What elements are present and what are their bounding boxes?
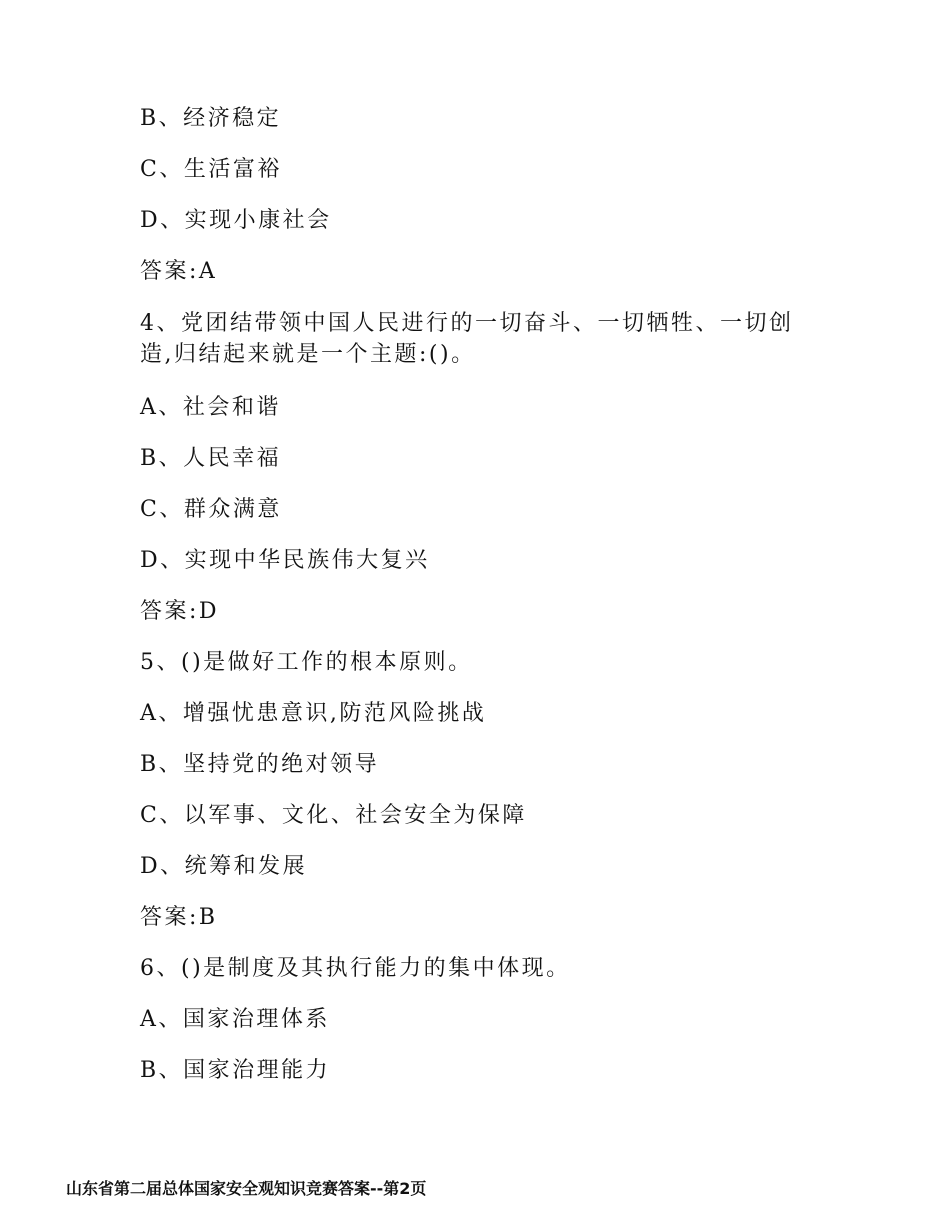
option-d-q5: D、统筹和发展 (140, 854, 308, 879)
option-a-q5: A、增强忧患意识,防范风险挑战 (140, 701, 487, 726)
option-b-q4: B、人民幸福 (140, 446, 282, 471)
question-6: 6、()是制度及其执行能力的集中体现。 (140, 956, 571, 981)
answer-q4: 答案:D (140, 599, 220, 624)
option-c-q5: C、以军事、文化、社会安全为保障 (140, 803, 527, 828)
option-b-q6: B、国家治理能力 (140, 1058, 331, 1083)
option-b-q3: B、经济稳定 (140, 106, 282, 131)
option-d-q4: D、实现中华民族伟大复兴 (140, 548, 430, 573)
option-a-q4: A、社会和谐 (140, 395, 281, 420)
question-5: 5、()是做好工作的根本原则。 (140, 650, 473, 675)
option-d-q3: D、实现小康社会 (140, 208, 332, 233)
option-c-q3: C、生活富裕 (140, 157, 282, 182)
answer-q5: 答案:B (140, 905, 218, 930)
document-body (140, 104, 820, 1107)
page-footer: 山东省第二届总体国家安全观知识竞赛答案--第2页 (66, 1179, 427, 1198)
option-b-q5: B、坚持党的绝对领导 (140, 752, 380, 777)
question-4: 4、党团结带领中国人民进行的一切奋斗、一切牺牲、一切创造,归结起来就是一个主题:()。 (140, 311, 794, 367)
option-a-q6: A、国家治理体系 (140, 1007, 330, 1032)
option-c-q4: C、群众满意 (140, 497, 282, 522)
answer-q3: 答案:A (140, 259, 218, 284)
